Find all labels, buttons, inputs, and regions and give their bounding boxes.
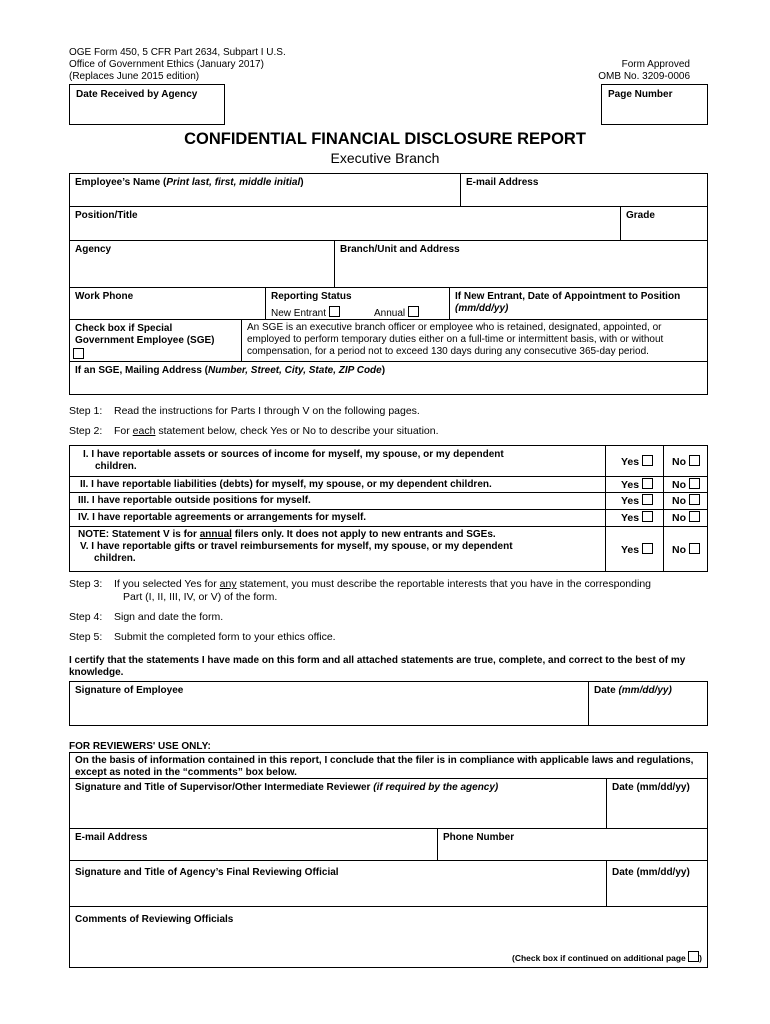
statement-5-no[interactable]: No	[672, 543, 700, 556]
page-subtitle: Executive Branch	[330, 150, 440, 166]
new-entrant-checkbox[interactable]	[329, 306, 340, 317]
annual-checkbox[interactable]	[408, 306, 419, 317]
branch-address-field[interactable]: Branch/Unit and Address	[340, 244, 460, 255]
date-received-box[interactable]	[69, 84, 225, 125]
statement-3-yes[interactable]: Yes	[621, 494, 653, 507]
grade-field[interactable]: Grade	[626, 210, 655, 221]
annual-option[interactable]: Annual	[374, 306, 419, 320]
step4-text: Sign and date the form.	[114, 611, 224, 623]
step2-number: Step 2:	[69, 425, 103, 437]
statement-2-yes[interactable]: Yes	[621, 478, 653, 491]
supervisor-signature-field[interactable]: Signature and Title of Supervisor/Other Intermediate Reviewer (if required by the agency)	[75, 782, 499, 793]
work-phone-field[interactable]: Work Phone	[75, 291, 134, 302]
form-approved: Form Approved	[621, 59, 690, 70]
final-reviewer-signature-field[interactable]: Signature and Title of Agency’s Final Reviewing Official	[75, 867, 339, 878]
reviewers-conclusion: On the basis of information contained in this report, I conclude that the filer is in compliance with applicable laws and regulations, except as noted in the “comments” box below.	[75, 755, 694, 778]
form-id-line1: OGE Form 450, 5 CFR Part 2634, Subpart I U.S.	[69, 47, 286, 58]
comments-field[interactable]: Comments of Reviewing Officials	[75, 914, 234, 925]
appointment-date-field[interactable]: If New Entrant, Date of Appointment to Position (mm/dd/yy)	[455, 291, 681, 314]
page-title: CONFIDENTIAL FINANCIAL DISCLOSURE REPORT	[184, 130, 586, 148]
form-id-line2: Office of Government Ethics (January 2017)	[69, 59, 264, 70]
statement-2-no[interactable]: No	[672, 478, 700, 491]
step5-text: Submit the completed form to your ethics office.	[114, 631, 336, 643]
statement-2: II. I have reportable liabilities (debts) for myself, my spouse, or my dependent children.	[80, 479, 492, 490]
new-entrant-option[interactable]: New Entrant	[271, 306, 340, 320]
employee-date-field[interactable]: Date (mm/dd/yy)	[594, 685, 672, 696]
statement-4-yes[interactable]: Yes	[621, 511, 653, 524]
sge-mailing-address-field[interactable]: If an SGE, Mailing Address (Number, Street, City, State, ZIP Code)	[75, 365, 386, 376]
statement-4-no[interactable]: No	[672, 511, 700, 524]
step1-text: Read the instructions for Parts I through V on the following pages.	[114, 405, 420, 417]
statement-4: IV. I have reportable agreements or arrangements for myself.	[78, 512, 367, 523]
step2-text: For each statement below, check Yes or No to describe your situation.	[114, 425, 439, 437]
statement-3: III. I have reportable outside positions for myself.	[78, 495, 311, 506]
sge-checkbox[interactable]	[73, 348, 84, 359]
statement-5-yes[interactable]: Yes	[621, 543, 653, 556]
step5-number: Step 5:	[69, 631, 103, 643]
employee-name-field[interactable]: Employee’s Name (Print last, first, middle initial)	[75, 177, 304, 188]
omb-number: OMB No. 3209-0006	[598, 71, 690, 82]
reviewers-heading: FOR REVIEWERS' USE ONLY:	[69, 741, 211, 752]
position-title-field[interactable]: Position/Title	[75, 210, 138, 221]
continued-checkbox-label[interactable]: (Check box if continued on additional page )	[512, 953, 702, 963]
certification-statement: I certify that the statements I have made on this form and all attached statements are true, complete, and correct to the best of my knowledge.	[69, 655, 686, 678]
step3-number: Step 3:	[69, 578, 103, 590]
form-id-line3: (Replaces June 2015 edition)	[69, 71, 200, 82]
step4-number: Step 4:	[69, 611, 103, 623]
statement-3-no[interactable]: No	[672, 494, 700, 507]
statement-1-yes[interactable]: Yes	[621, 455, 653, 468]
statement-1: I. I have reportable assets or sources of income for myself, my spouse, or my dependent children.	[83, 449, 504, 472]
reporting-status-label: Reporting Status	[271, 291, 352, 302]
step3-text: If you selected Yes for any statement, you must describe the reportable interests that you have in the corresponding Part (I, II, III, IV, or V) of the form.	[114, 578, 651, 603]
supervisor-date-field[interactable]: Date (mm/dd/yy)	[612, 782, 690, 793]
sge-check-label: Check box if Special Government Employee (SGE)	[75, 323, 215, 346]
reviewer-email-field[interactable]: E-mail Address	[75, 832, 148, 843]
employee-email-field[interactable]: E-mail Address	[466, 177, 539, 188]
page-number-label: Page Number	[608, 89, 673, 100]
date-received-label: Date Received by Agency	[76, 89, 198, 100]
continued-checkbox[interactable]	[688, 951, 699, 962]
step1-number: Step 1:	[69, 405, 103, 417]
final-reviewer-date-field[interactable]: Date (mm/dd/yy)	[612, 867, 690, 878]
page-number-box[interactable]	[601, 84, 708, 125]
agency-field[interactable]: Agency	[75, 244, 112, 255]
statement-5: NOTE: Statement V is for annual filers only. It does not apply to new entrants and SGEs. V. I have reportable gifts or travel reimbursements for myself, my spouse, or my dependent children.	[78, 529, 513, 564]
sge-description: An SGE is an executive branch officer or employee who is retained, designated, appointed, or employed to perform temporary duties either on a full-time or intermittent basis, with or without compensation, for a period not to exceed 130 days during any consecutive 365-day period.	[247, 322, 664, 357]
statement-1-no[interactable]: No	[672, 455, 700, 468]
reviewer-phone-field[interactable]: Phone Number	[443, 832, 515, 843]
employee-signature-field[interactable]: Signature of Employee	[75, 685, 184, 696]
